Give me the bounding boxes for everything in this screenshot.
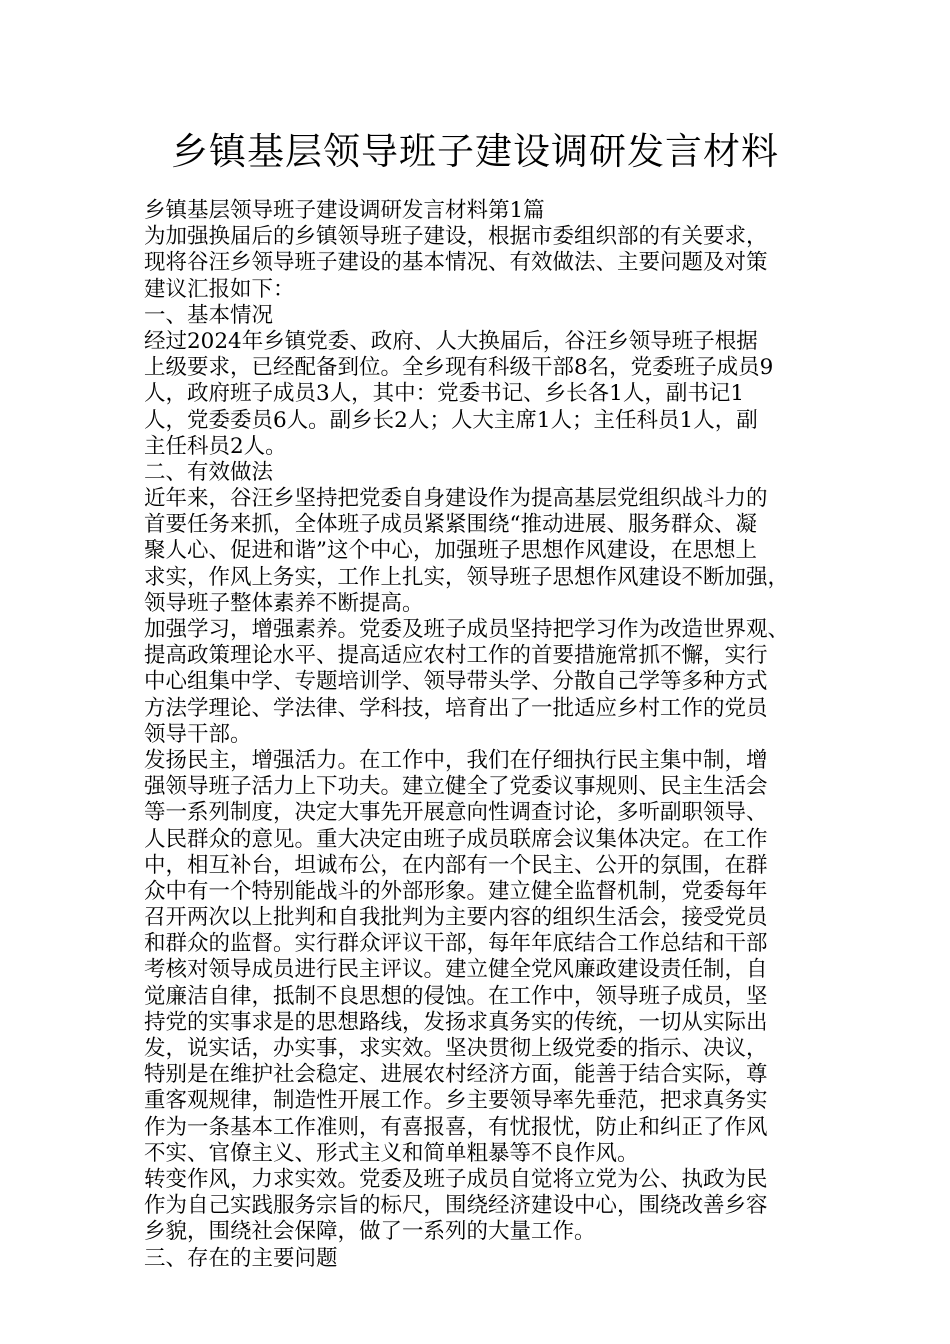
text-line: 强领导班子活力上下功夫。建立健全了党委议事规则、民主生活会	[144, 774, 768, 800]
text-line: 人，党委委员6人。副乡长2人；人大主席1人；主任科员1人，副	[144, 407, 758, 433]
text-line: 一、基本情况	[144, 302, 274, 328]
text-line: 持党的实事求是的思想路线，发扬求真务实的传统，一切从实际出	[144, 1009, 768, 1035]
document-title: 乡镇基层领导班子建设调研发言材料	[171, 130, 779, 173]
text-line: 领导干部。	[144, 721, 252, 747]
text-line: 现将谷汪乡领导班子建设的基本情况、有效做法、主要问题及对策	[144, 250, 768, 276]
text-line: 主任科员2人。	[144, 433, 287, 459]
paragraph-subtitle	[144, 198, 834, 224]
text-line: 觉廉洁自律，抵制不良思想的侵蚀。在工作中，领导班子成员，坚	[144, 983, 768, 1009]
paragraph-heading-1	[144, 303, 834, 329]
text-line: 方法学理论、学法律、学科技，培育出了一批适应乡村工作的党员	[144, 695, 768, 721]
paragraph-study	[144, 617, 834, 748]
paragraph-intro	[144, 224, 834, 303]
paragraph-democracy	[144, 748, 834, 1167]
text-line: 考核对领导成员进行民主评议。建立健全党风廉政建设责任制，自	[144, 957, 768, 983]
text-line: 为加强换届后的乡镇领导班子建设，根据市委组织部的有关要求，	[144, 224, 768, 250]
document-body	[144, 198, 834, 1272]
text-line: 转变作风，力求实效。党委及班子成员自觉将立党为公、执政为民	[144, 1166, 768, 1192]
text-line: 二、有效做法	[144, 459, 274, 485]
text-line: 人民群众的意见。重大决定由班子成员联席会议集体决定。在工作	[144, 826, 768, 852]
paragraph-work-style	[144, 1167, 834, 1246]
paragraph-heading-2	[144, 460, 834, 486]
text-line: 发扬民主，增强活力。在工作中，我们在仔细执行民主集中制，增	[144, 747, 768, 773]
text-line: 经过2024年乡镇党委、政府、人大换届后，谷汪乡领导班子根据	[144, 328, 758, 354]
text-line: 发，说实话，办实事，求实效。坚决贯彻上级党委的指示、决议，	[144, 1036, 768, 1061]
text-line: 领导班子整体素养不断提高。	[144, 590, 424, 616]
text-line: 作为自己实践服务宗旨的标尺，围绕经济建设中心，围绕改善乡容	[144, 1193, 768, 1219]
text-line: 人，政府班子成员3人，其中：党委书记、乡长各1人，副书记1	[144, 381, 745, 407]
text-line: 召开两次以上批判和自我批判为主要内容的组织生活会，接受党员	[144, 905, 768, 931]
text-line: 三、存在的主要问题	[144, 1245, 338, 1271]
text-line: 中，相互补台，坦诚布公，在内部有一个民主、公开的氛围，在群	[144, 852, 768, 878]
paragraph-basic-situation	[144, 329, 834, 460]
text-line: 聚人心、促进和谐”这个中心，加强班子思想作风建设，在思想上	[144, 538, 757, 564]
text-line: 提高政策理论水平、提高适应农村工作的首要措施常抓不懈，实行	[144, 643, 768, 669]
text-line: 首要任务来抓，全体班子成员紧紧围绕“推动进展、服务群众、凝	[144, 512, 757, 538]
text-line: 加强学习，增强素养。党委及班子成员坚持把学习作为改造世界观、	[144, 617, 790, 642]
text-line: 乡镇基层领导班子建设调研发言材料第1篇	[144, 198, 545, 223]
text-line: 求实，作风上务实，工作上扎实，领导班子思想作风建设不断加强，	[144, 564, 790, 590]
text-line: 作为一条基本工作准则，有喜报喜，有忧报忧，防止和纠正了作风	[144, 1114, 768, 1140]
text-line: 乡貌，围绕社会保障，做了一系列的大量工作。	[144, 1219, 596, 1245]
text-line: 不实、官僚主义、形式主义和简单粗暴等不良作风。	[144, 1140, 639, 1166]
paragraph-effective-practices	[144, 486, 834, 617]
text-line: 建议汇报如下：	[144, 276, 295, 302]
text-line: 和群众的监督。实行群众评议干部，每年年底结合工作总结和干部	[144, 931, 768, 957]
paragraph-heading-3	[144, 1246, 834, 1272]
text-line: 等一系列制度，决定大事先开展意向性调查讨论，多听副职领导、	[144, 800, 768, 826]
text-line: 近年来，谷汪乡坚持把党委自身建设作为提高基层党组织战斗力的	[144, 486, 768, 512]
text-line: 特别是在维护社会稳定、进展农村经济方面，能善于结合实际，尊	[144, 1062, 768, 1088]
text-line: 重客观规律，制造性开展工作。乡主要领导率先垂范，把求真务实	[144, 1088, 768, 1114]
text-line: 众中有一个特别能战斗的外部形象。建立健全监督机制，党委每年	[144, 878, 768, 904]
text-line: 上级要求，已经配备到位。全乡现有科级干部8名，党委班子成员9	[144, 355, 774, 381]
text-line: 中心组集中学、专题培训学、领导带头学、分散自己学等多种方式	[144, 669, 768, 695]
